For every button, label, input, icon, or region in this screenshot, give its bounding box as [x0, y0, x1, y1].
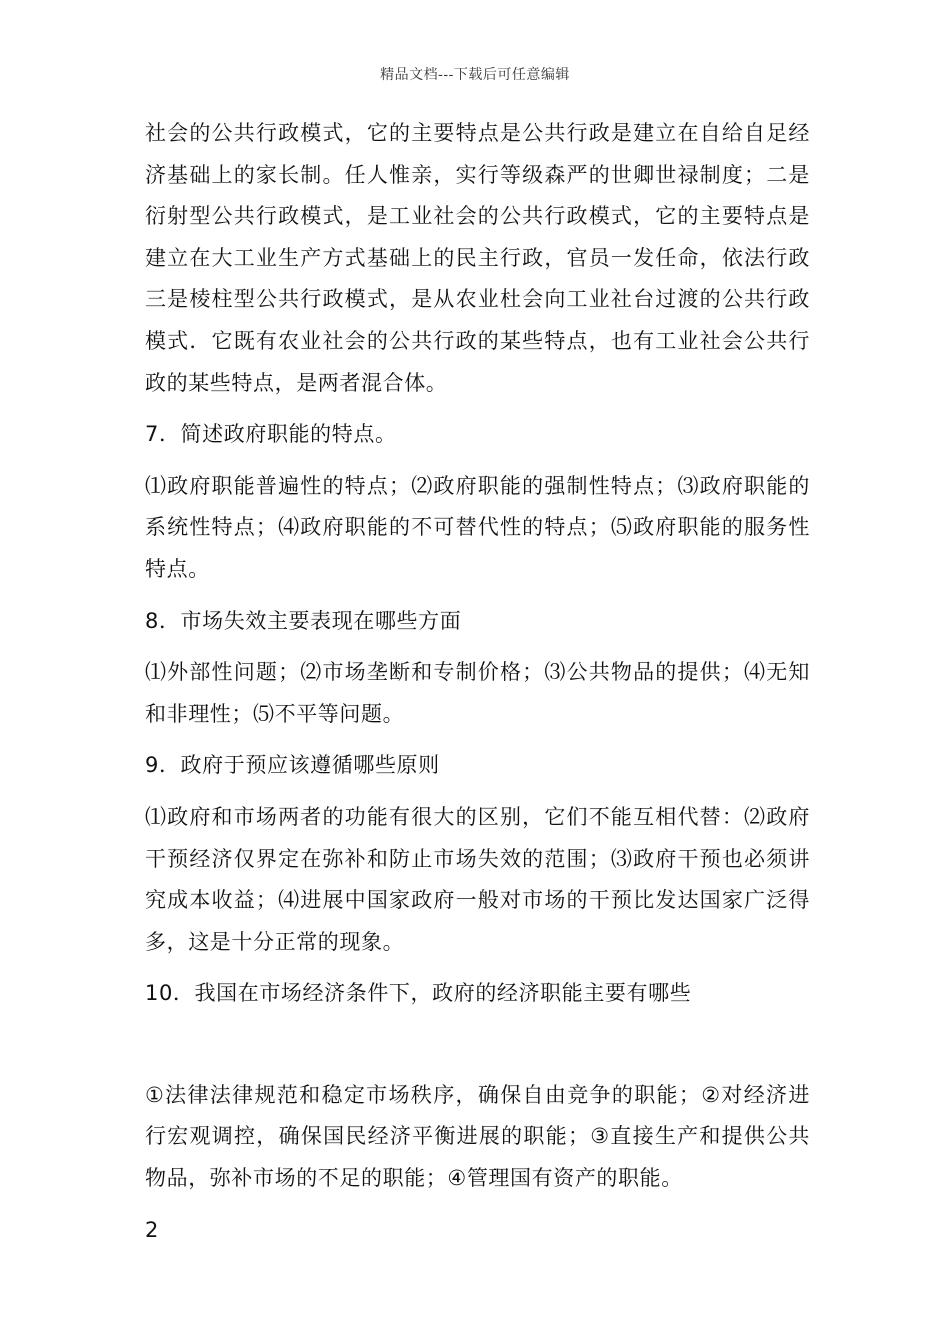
spacer: [145, 456, 810, 466]
page-number: 2: [145, 1218, 159, 1242]
answer-7: ⑴政府职能普遍性的特点；⑵政府职能的强制性特点；⑶政府职能的系统性特点；⑷政府职能的不可替代性的特点；⑸政府职能的服务性特点。: [145, 473, 810, 581]
spacer: [145, 963, 810, 973]
spacer: [145, 404, 810, 414]
question-7: 7．简述政府职能的特点。: [145, 422, 397, 447]
spacer: [145, 1015, 810, 1075]
page-header: 精品文档---下载后可任意编辑: [380, 67, 570, 83]
question-9: 9．政府于预应该遵循哪些原则: [145, 753, 440, 778]
spacer: [145, 642, 810, 652]
spacer: [145, 787, 810, 797]
answer-10: ①法律法律规范和稳定市场秩序，确保自由竞争的职能；②对经济进行宏观调控，确保国民经济平衡进展的职能；③直接生产和提供公共物品，弥补市场的不足的职能；④管理国有资产的职能。: [145, 1082, 810, 1191]
spacer: [145, 735, 810, 745]
document-body: [145, 113, 810, 1200]
paragraph-public-administration-models: 社会的公共行政模式，它的主要特点是公共行政是建立在自给自足经济基础上的家长制。任人惟亲，实行等级森严的世卿世禄制度；二是衍射型公共行政模式，是工业社会的公共行政模式，它的主要特点是建立在大工业生产方式基础上的民主行政，官员一发任命，依法行政三是棱柱型公共行政模式，是从农业杜会向工业社台过渡的公共行政模式．它既有农业社会的公共行政的某些特点，也有工业社会公共行政的某些特点，是两者混合体。: [145, 121, 810, 395]
question-8: 8．市场失效主要表现在哪些方面: [145, 608, 462, 633]
question-10: 10．我国在市场经济条件下，政府的经济职能主要有哪些: [145, 981, 692, 1006]
answer-9: ⑴政府和市场两者的功能有很大的区别，它们不能互相代替：⑵政府干预经济仅界定在弥补和防止市场失效的范围；⑶政府干预也必须讲究成本收益；⑷进展中国家政府一般对市场的干预比发达国家广泛得多，这是十分正常的现象。: [145, 804, 810, 954]
spacer: [145, 591, 810, 601]
answer-8: ⑴外部性问题；⑵市场垄断和专制价格；⑶公共物品的提供；⑷无知和非理性；⑸不平等问题。: [145, 660, 810, 726]
